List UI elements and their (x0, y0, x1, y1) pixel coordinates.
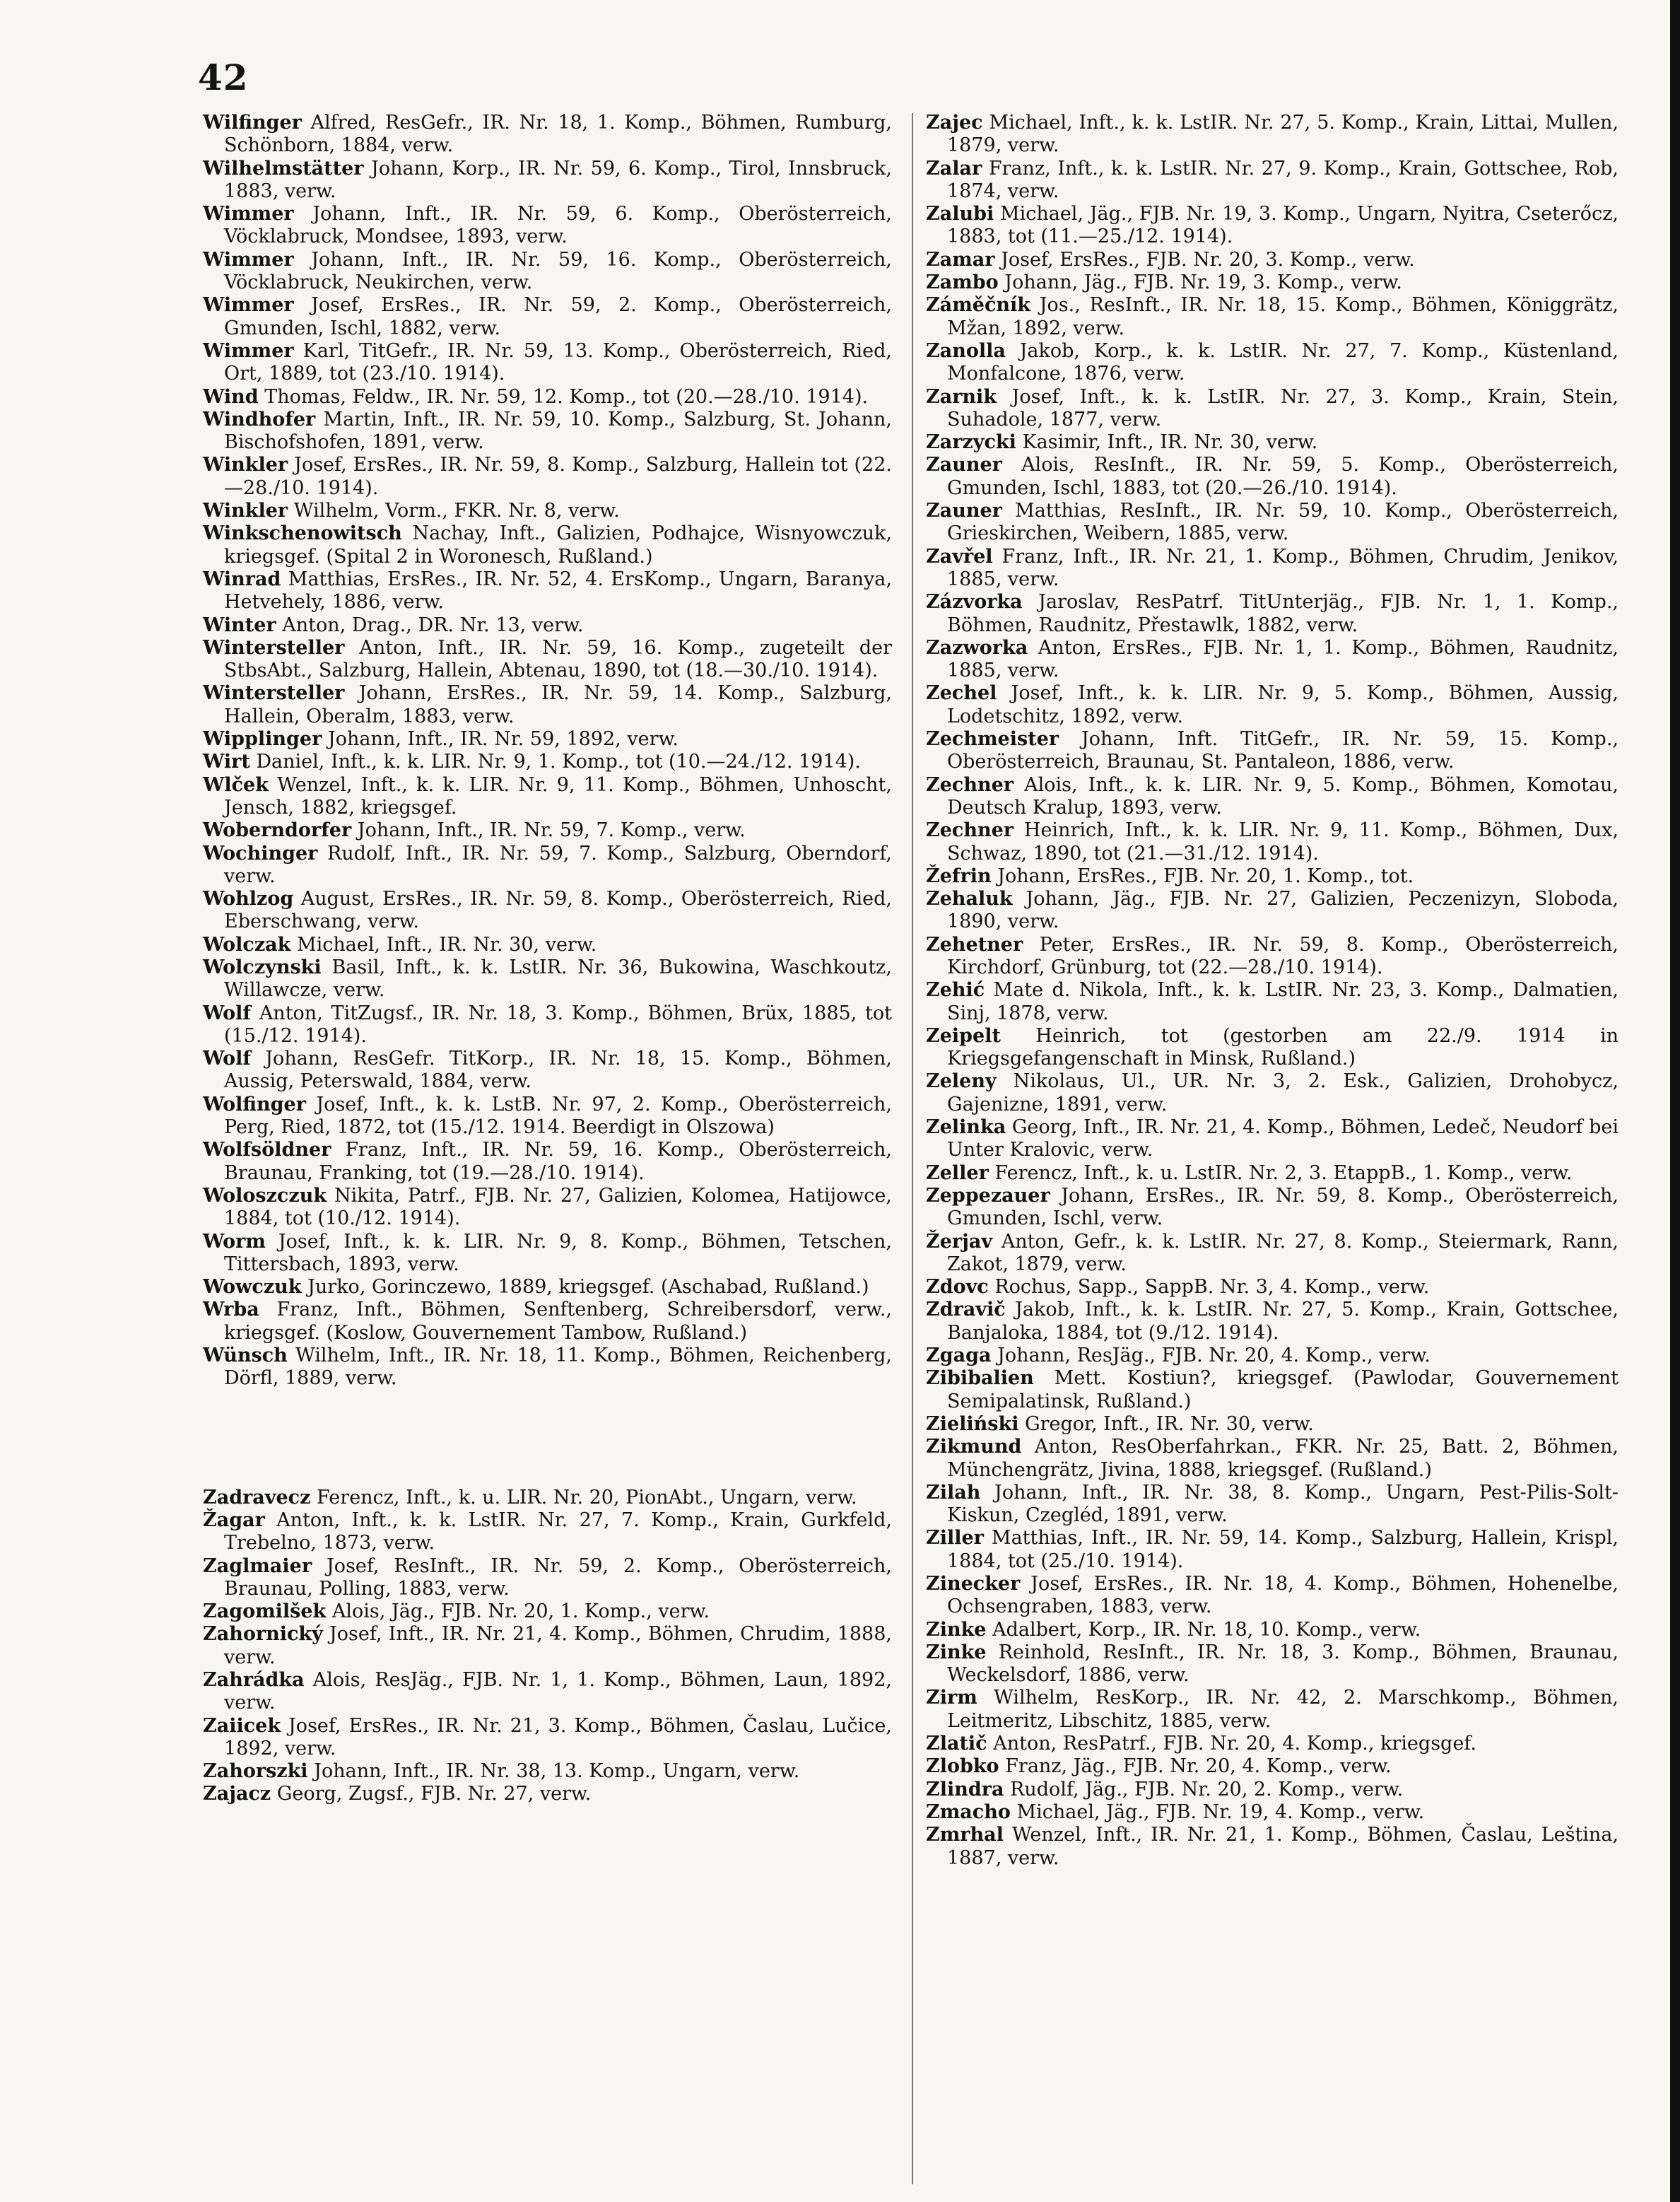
roster-entry (203, 934, 892, 956)
roster-entry (203, 522, 892, 568)
entry-surname: Wolf (203, 1002, 252, 1024)
entry-details: Matthias, ResInft., IR. Nr. 59, 10. Komp., Oberösterreich, Grieskirchen, Weibern, 1885, verw. (947, 500, 1619, 545)
roster-entry (203, 112, 892, 158)
entry-surname: Zahorszki (203, 1760, 308, 1783)
entry-details: Josef, ErsRes., IR. Nr. 59, 2. Komp., Oberösterreich, Gmunden, Ischl, 1882, verw. (224, 294, 892, 339)
roster-entry (203, 843, 892, 889)
entry-details: Franz, Inft., IR. Nr. 59, 16. Komp., Oberösterreich, Braunau, Franking, tot (19.—28./10. 1914). (224, 1139, 892, 1184)
entry-details: Karl, TitGefr., IR. Nr. 59, 13. Komp., Oberösterreich, Ried, Ort, 1889, tot (23./10. 1914). (224, 339, 893, 385)
roster-entry (926, 1276, 1619, 1299)
roster-entry (203, 249, 892, 295)
roster-entry (926, 1573, 1619, 1619)
entry-surname: Zlobko (926, 1755, 999, 1778)
roster-entry (203, 774, 892, 820)
entry-details: Johann, Jäg., FJB. Nr. 19, 3. Komp., verw. (1004, 271, 1402, 294)
roster-entry (203, 1669, 892, 1715)
entry-surname: Zajec (926, 112, 983, 134)
roster-entry (926, 249, 1619, 271)
entry-surname: Zaiicek (203, 1714, 281, 1737)
entry-details: Wenzel, Inft., IR. Nr. 21, 1. Komp., Böhmen, Časlau, Leština, 1887, verw. (947, 1824, 1619, 1869)
entry-surname: Zauner (926, 454, 1002, 476)
roster-entry (926, 1116, 1619, 1162)
entry-surname: Zarzycki (926, 431, 1016, 454)
entry-surname: Žefrin (926, 865, 992, 887)
roster-entry (926, 271, 1619, 294)
entry-details: Alois, ResInft., IR. Nr. 59, 5. Komp., Oberösterreich, Gmunden, Ischl, 1883, tot (20.—26./10. 1914). (947, 454, 1619, 499)
entry-surname: Zinecker (926, 1573, 1021, 1595)
roster-entry (203, 1783, 892, 1805)
roster-entry (926, 1367, 1619, 1413)
entry-surname: Winter (203, 614, 276, 636)
entry-details: Franz, Inft., Böhmen, Senftenberg, Schreibersdorf, verw., kriegsgef. (Koslow, Gouvernement Tambow, Rußland.) (224, 1299, 892, 1344)
entry-details: Adalbert, Korp., IR. Nr. 18, 10. Komp., verw. (992, 1618, 1421, 1641)
entry-details: Johann, Inft., IR. Nr. 59, 16. Komp., Oberösterreich, Vöcklabruck, Neukirchen, verw. (224, 248, 892, 294)
roster-entry (926, 728, 1619, 774)
entry-details: Josef, Inft., k. k. LstIR. Nr. 27, 3. Komp., Krain, Stein, Suhadole, 1877, verw. (947, 385, 1619, 431)
entry-surname: Wirt (203, 751, 250, 773)
roster-entry (926, 1733, 1619, 1755)
entry-details: Johann, ErsRes., IR. Nr. 59, 14. Komp., Salzburg, Hallein, Oberalm, 1883, verw. (224, 682, 892, 727)
entry-details: Josef, ErsRes., FJB. Nr. 20, 3. Komp., verw. (1001, 248, 1415, 271)
entry-surname: Zmacho (926, 1800, 1011, 1823)
entry-details: Anton, Drag., DR. Nr. 13, verw. (282, 614, 584, 636)
roster-entry (926, 1231, 1619, 1277)
entry-surname: Ziller (926, 1527, 984, 1550)
roster-entry (926, 340, 1619, 386)
roster-entry (203, 1139, 892, 1185)
entry-details: Ferencz, Inft., k. u. LstIR. Nr. 2, 3. EtappB., 1. Komp., verw. (994, 1161, 1573, 1184)
roster-entry (926, 1413, 1619, 1436)
entry-surname: Zehetner (926, 933, 1023, 956)
entry-surname: Zazworka (926, 636, 1028, 659)
entry-details: Franz, Inft., IR. Nr. 21, 1. Komp., Böhmen, Chrudim, Jenikov, 1885, verw. (947, 545, 1619, 590)
roster-entry (203, 1555, 892, 1601)
entry-details: Rudolf, Inft., IR. Nr. 59, 7. Komp., Salzburg, Oberndorf, verw. (224, 842, 892, 887)
entry-surname: Zdravič (926, 1299, 1006, 1321)
roster-entry (926, 1025, 1619, 1071)
entry-surname: Zeppezauer (926, 1184, 1050, 1207)
entry-surname: Zambo (926, 271, 999, 294)
roster-entry (926, 1436, 1619, 1482)
entry-surname: Zázvorka (926, 591, 1023, 614)
entry-surname: Woloszczuk (203, 1184, 327, 1207)
entry-details: Nikita, Patrf., FJB. Nr. 27, Galizien, Kolomea, Hatijowce, 1884, tot (10./12. 1914). (224, 1184, 892, 1230)
roster-entry (203, 728, 892, 751)
entry-surname: Zieliński (926, 1412, 1019, 1435)
entry-surname: Zehaluk (926, 888, 1013, 910)
roster-entry (203, 1760, 892, 1783)
entry-details: Johann, Inft., IR. Nr. 59, 7. Komp., verw. (357, 819, 746, 842)
roster-entry (926, 1185, 1619, 1231)
entry-surname: Wowczuk (203, 1276, 302, 1299)
roster-entry (203, 500, 892, 522)
entry-surname: Zelinka (926, 1116, 1006, 1139)
entry-details: Reinhold, ResInft., IR. Nr. 18, 3. Komp., Böhmen, Braunau, Weckelsdorf, 1886, verw. (947, 1641, 1619, 1687)
entry-details: Michael, Jäg., FJB. Nr. 19, 3. Komp., Ungarn, Nyitra, Cseterőcz, 1883, tot (11.—25./12. 1914). (947, 203, 1619, 248)
entry-details: Franz, Inft., k. k. LstIR. Nr. 27, 9. Komp., Krain, Gottschee, Rob, 1874, verw. (947, 157, 1619, 202)
entry-details: Nachay, Inft., Galizien, Podhajce, Wisnyowczuk, kriegsgef. (Spital 2 in Woronesch, Rußland.) (224, 522, 893, 568)
entry-details: Heinrich, Inft., k. k. LIR. Nr. 9, 11. Komp., Böhmen, Dux, Schwaz, 1890, tot (21.—31./12. 1914). (947, 819, 1619, 865)
entry-details: Michael, Inft., IR. Nr. 30, verw. (296, 933, 597, 956)
entry-surname: Wolfinger (203, 1093, 306, 1115)
entry-details: Anton, TitZugsf., IR. Nr. 18, 3. Komp., Böhmen, Brüx, 1885, tot (15./12. 1914). (224, 1002, 892, 1047)
entry-details: Josef, ResInft., IR. Nr. 59, 2. Komp., Oberösterreich, Braunau, Polling, 1883, verw. (224, 1554, 892, 1600)
entry-details: Josef, ErsRes., IR. Nr. 18, 4. Komp., Böhmen, Hohenelbe, Ochsengraben, 1883, verw. (947, 1573, 1619, 1618)
entry-surname: Žagar (203, 1509, 265, 1531)
entry-surname: Zmrhal (926, 1824, 1004, 1846)
roster-entry (203, 1231, 892, 1277)
roster-entry (203, 454, 892, 500)
roster-entry (926, 1619, 1619, 1641)
entry-surname: Wimmer (203, 203, 294, 226)
entry-surname: Zlatič (926, 1733, 987, 1755)
entry-details: Anton, ResOberfahrkan., FKR. Nr. 25, Batt. 2, Böhmen, Münchengrätz, Jivina, 1888, kriegsgef. (Rußland.) (947, 1436, 1619, 1481)
entry-surname: Zagomilšek (203, 1600, 327, 1623)
entry-surname: Zeleny (926, 1070, 997, 1093)
roster-entry (203, 956, 892, 1002)
roster-entry (203, 1276, 892, 1299)
roster-entry (926, 500, 1619, 546)
roster-entry (203, 637, 892, 683)
roster-entry (203, 340, 892, 386)
entry-details: Johann, ErsRes., FJB. Nr. 20, 1. Komp., tot. (997, 865, 1414, 887)
roster-entry (926, 1162, 1619, 1185)
roster-entry (203, 294, 892, 340)
roster-entry (926, 934, 1619, 980)
roster-entry (203, 1345, 892, 1390)
entry-surname: Zibibalien (926, 1367, 1034, 1390)
roster-entry (203, 1509, 892, 1555)
entry-surname: Zechner (926, 773, 1014, 796)
roster-entry (926, 1527, 1619, 1573)
roster-entry (203, 682, 892, 728)
roster-entry (203, 1002, 892, 1048)
entry-details: Anton, ErsRes., FJB. Nr. 1, 1. Komp., Böhmen, Raudnitz, 1885, verw. (947, 636, 1619, 682)
entry-surname: Wolczynski (203, 956, 322, 978)
entry-details: Johann, Inft. TitGefr., IR. Nr. 59, 15. Komp., Oberösterreich, Braunau, St. Pantaleon, 1886, verw. (947, 728, 1619, 773)
entry-surname: Wohlzog (203, 888, 294, 910)
entry-details: Ferencz, Inft., k. u. LIR. Nr. 20, PionAbt., Ungarn, verw. (317, 1486, 857, 1509)
entry-details: Peter, ErsRes., IR. Nr. 59, 8. Komp., Oberösterreich, Kirchdorf, Grünburg, tot (22.—28./10. 1914). (947, 933, 1619, 978)
roster-entry (926, 158, 1619, 204)
entry-details: Jakob, Inft., k. k. LstIR. Nr. 27, 5. Komp., Krain, Gottschee, Banjaloka, 1884, tot (9./12. 1914). (947, 1299, 1619, 1344)
entry-surname: Wintersteller (203, 682, 345, 705)
entry-details: Michael, Inft., k. k. LstIR. Nr. 27, 5. Komp., Krain, Littai, Mullen, 1879, verw. (947, 112, 1619, 157)
roster-entry (926, 591, 1619, 637)
entry-details: Jos., ResInft., IR. Nr. 18, 15. Komp., Böhmen, Königgrätz, Mžan, 1892, verw. (947, 294, 1619, 339)
section-gap (203, 1390, 892, 1487)
roster-entry (203, 751, 892, 773)
entry-surname: Zehić (926, 979, 985, 1002)
entry-details: Johann, Inft., IR. Nr. 38, 8. Komp., Ungarn, Pest-Pilis-Solt-Kiskun, Czegléd, 1891, verw. (947, 1481, 1619, 1527)
entry-details: Alois, Inft., k. k. LIR. Nr. 9, 5. Komp., Böhmen, Komotau, Deutsch Kralup, 1893, verw. (947, 773, 1619, 819)
entry-details: Nikolaus, Ul., UR. Nr. 3, 2. Esk., Galizien, Drohobycz, Gajenizne, 1891, verw. (947, 1070, 1619, 1115)
entry-details: Johann, ResJäg., FJB. Nr. 20, 4. Komp., verw. (997, 1345, 1431, 1367)
entry-surname: Zikmund (926, 1436, 1022, 1458)
entry-details: Johann, Inft., IR. Nr. 59, 6. Komp., Oberösterreich, Vöcklabruck, Mondsee, 1893, verw. (224, 203, 892, 248)
entry-surname: Zirm (926, 1687, 977, 1709)
entry-details: Johann, Inft., IR. Nr. 38, 13. Komp., Ungarn, verw. (314, 1760, 800, 1783)
roster-entry (926, 1070, 1619, 1116)
roster-entry (926, 819, 1619, 865)
entry-surname: Zanolla (926, 339, 1006, 362)
entry-surname: Wimmer (203, 294, 294, 317)
roster-entry (203, 1299, 892, 1345)
entry-surname: Wilfinger (203, 112, 302, 134)
roster-entry (203, 203, 892, 249)
entry-surname: Zaglmaier (203, 1554, 312, 1577)
left-column (203, 112, 892, 1806)
entry-surname: Zeipelt (926, 1024, 1001, 1047)
entry-surname: Winkschenowitsch (203, 522, 402, 545)
entry-surname: Wilhelmstätter (203, 157, 364, 180)
entry-details: Josef, Inft., k. k. LIR. Nr. 9, 5. Komp., Böhmen, Aussig, Lodetschitz, 1892, verw. (947, 682, 1619, 727)
entry-surname: Zilah (926, 1481, 981, 1504)
roster-entry (203, 819, 892, 842)
entry-details: Matthias, ErsRes., IR. Nr. 52, 4. ErsKomp., Ungarn, Baranya, Hetvehely, 1886, verw. (224, 568, 892, 614)
entry-details: Johann, Korp., IR. Nr. 59, 6. Komp., Tirol, Innsbruck, 1883, verw. (224, 157, 892, 202)
entry-details: Anton, Gefr., k. k. LstIR. Nr. 27, 8. Komp., Steiermark, Rann, Zakot, 1879, verw. (947, 1230, 1619, 1275)
roster-entry (203, 1185, 892, 1231)
entry-surname: Winkler (203, 500, 288, 522)
entry-details: Jaroslav, ResPatrf. TitUnterjäg., FJB. Nr. 1, 1. Komp., Böhmen, Raudnitz, Přestawlk, 1882, verw. (947, 591, 1619, 636)
entry-surname: Woberndorfer (203, 819, 352, 842)
entry-details: Alois, Jäg., FJB. Nr. 20, 1. Komp., verw. (331, 1600, 710, 1623)
roster-entry (926, 888, 1619, 934)
entry-surname: Wolczak (203, 933, 291, 956)
entry-details: Wilhelm, Inft., IR. Nr. 18, 11. Komp., Böhmen, Reichenberg, Dörfl, 1889, verw. (224, 1345, 892, 1390)
entry-details: Anton, ResPatrf., FJB. Nr. 20, 4. Komp., kriegsgef. (993, 1733, 1476, 1755)
entry-surname: Wünsch (203, 1345, 288, 1367)
entry-details: Alfred, ResGefr., IR. Nr. 18, 1. Komp., Böhmen, Rumburg, Schönborn, 1884, verw. (224, 112, 892, 157)
roster-entry (926, 294, 1619, 340)
entry-details: Georg, Zugsf., FJB. Nr. 27, verw. (276, 1783, 592, 1805)
entry-surname: Winkler (203, 454, 288, 476)
roster-entry (926, 682, 1619, 728)
roster-entry (203, 1715, 892, 1761)
entry-details: Anton, Inft., k. k. LstIR. Nr. 27, 7. Komp., Krain, Gurkfeld, Trebelno, 1873, verw. (224, 1509, 892, 1554)
entry-details: Wenzel, Inft., k. k. LIR. Nr. 9, 11. Komp., Böhmen, Unhoscht, Jensch, 1882, kriegsgef. (224, 773, 892, 819)
entry-surname: Zlindra (926, 1778, 1004, 1800)
entry-surname: Zahornický (203, 1623, 323, 1646)
entry-surname: Záměčník (926, 294, 1030, 317)
entry-details: Mate d. Nikola, Inft., k. k. LstIR. Nr. 23, 3. Komp., Dalmatien, Sinj, 1878, verw. (947, 979, 1619, 1024)
roster-entry (203, 386, 892, 409)
entry-details: Matthias, Inft., IR. Nr. 59, 14. Komp., Salzburg, Hallein, Krispl, 1884, tot (25./10. 1914). (947, 1527, 1619, 1572)
entry-details: Gregor, Inft., IR. Nr. 30, verw. (1025, 1412, 1314, 1435)
entry-surname: Wimmer (203, 248, 294, 271)
roster-entry (926, 1801, 1619, 1824)
entry-details: Wilhelm, ResKorp., IR. Nr. 42, 2. Marschkomp., Böhmen, Leitmeritz, Libschitz, 1885, verw. (947, 1687, 1619, 1732)
entry-details: Johann, Inft., IR. Nr. 59, 1892, verw. (327, 728, 679, 751)
entry-surname: Zamar (926, 248, 995, 271)
roster-entry (926, 431, 1619, 454)
roster-entry (926, 1345, 1619, 1367)
roster-entry (926, 774, 1619, 820)
entry-surname: Zgaga (926, 1345, 992, 1367)
entry-details: Josef, Inft., IR. Nr. 21, 4. Komp., Böhmen, Chrudim, 1888, verw. (224, 1623, 892, 1668)
roster-entry (203, 568, 892, 614)
entry-surname: Zeller (926, 1161, 989, 1184)
entry-surname: Winrad (203, 568, 281, 590)
entry-surname: Wolf (203, 1048, 252, 1070)
entry-details: Michael, Jäg., FJB. Nr. 19, 4. Komp., verw. (1016, 1800, 1425, 1823)
entry-details: Johann, Jäg., FJB. Nr. 27, Galizien, Peczenizyn, Sloboda, 1890, verw. (947, 888, 1619, 933)
entry-details: Josef, Inft., k. k. LIR. Nr. 9, 8. Komp., Böhmen, Tetschen, Tittersbach, 1893, verw. (224, 1230, 892, 1275)
roster-entry (926, 546, 1619, 592)
entry-details: Jurko, Gorinczewo, 1889, kriegsgef. (Aschabad, Rußland.) (307, 1276, 869, 1299)
entry-surname: Wlček (203, 773, 269, 796)
entry-surname: Wipplinger (203, 728, 322, 751)
entry-details: Thomas, Feldw., IR. Nr. 59, 12. Komp., tot (20.—28./10. 1914). (264, 385, 869, 408)
entry-surname: Wolfsöldner (203, 1139, 331, 1161)
entry-surname: Zalar (926, 157, 982, 180)
roster-entry (203, 409, 892, 455)
entry-surname: Zajacz (203, 1783, 271, 1805)
entry-surname: Zarnik (926, 385, 997, 408)
entry-details: Georg, Inft., IR. Nr. 21, 4. Komp., Böhmen, Ledeč, Neudorf bei Unter Kralovic, verw. (947, 1116, 1619, 1161)
entry-surname: Zinke (926, 1618, 987, 1641)
entry-surname: Wimmer (203, 339, 294, 362)
column-divider (912, 113, 913, 2184)
entry-surname: Worm (203, 1230, 266, 1253)
entry-surname: Zauner (926, 500, 1002, 522)
entry-details: Franz, Jäg., FJB. Nr. 20, 4. Komp., verw. (1005, 1755, 1392, 1778)
roster-entry (926, 637, 1619, 683)
roster-entry (926, 454, 1619, 500)
entry-details: Wilhelm, Vorm., FKR. Nr. 8, verw. (293, 500, 620, 522)
entry-surname: Zadravecz (203, 1486, 311, 1509)
roster-entry (203, 888, 892, 934)
entry-surname: Zechner (926, 819, 1014, 842)
entry-surname: Zahrádka (203, 1669, 305, 1691)
roster-entry (926, 1755, 1619, 1778)
roster-entry (203, 1048, 892, 1094)
roster-entry (926, 386, 1619, 432)
entry-details: Anton, Inft., IR. Nr. 59, 16. Komp., zugeteilt der StbsAbt., Salzburg, Hallein, Abtenau, 1890, tot (18.—30./10. 1914). (224, 636, 892, 682)
entry-details: Daniel, Inft., k. k. LIR. Nr. 9, 1. Komp., tot (10.—24./12. 1914). (256, 751, 861, 773)
roster-entry (926, 979, 1619, 1025)
entry-surname: Wind (203, 385, 259, 408)
entry-surname: Žerjav (926, 1230, 993, 1253)
entry-surname: Zechel (926, 682, 997, 705)
entry-details: Kasimir, Inft., IR. Nr. 30, verw. (1022, 431, 1318, 454)
entry-surname: Zalubi (926, 203, 994, 226)
roster-entry (926, 865, 1619, 888)
entry-details: Josef, Inft., k. k. LstB. Nr. 97, 2. Komp., Oberösterreich, Perg, Ried, 1872, tot (15./12. 1914. Beerdigt in Olszowa) (224, 1093, 892, 1139)
entry-surname: Zdovc (926, 1276, 989, 1299)
entry-details: Johann, ErsRes., IR. Nr. 59, 8. Komp., Oberösterreich, Gmunden, Ischl, verw. (947, 1184, 1619, 1230)
entry-details: Martin, Inft., IR. Nr. 59, 10. Komp., Salzburg, St. Johann, Bischofshofen, 1891, verw. (224, 408, 892, 454)
roster-entry (926, 1687, 1619, 1733)
entry-surname: Windhofer (203, 408, 316, 431)
entry-details: Heinrich, tot (gestorben am 22./9. 1914 in Kriegsgefangenschaft in Minsk, Rußland.) (947, 1024, 1619, 1070)
entry-details: Josef, ErsRes., IR. Nr. 21, 3. Komp., Böhmen, Časlau, Lučice, 1892, verw. (224, 1714, 892, 1759)
entry-surname: Wintersteller (203, 636, 345, 659)
roster-entry (926, 203, 1619, 249)
entry-details: Rochus, Sapp., SappB. Nr. 3, 4. Komp., verw. (994, 1276, 1430, 1299)
roster-entry (203, 1623, 892, 1669)
entry-details: Mett. Kostiun?, kriegsgef. (Pawlodar, Gouvernement Semipalatinsk, Rußland.) (947, 1367, 1619, 1412)
entry-details: Josef, ErsRes., IR. Nr. 59, 8. Komp., Salzburg, Hallein tot (22.—28./10. 1914). (224, 454, 892, 499)
entry-details: August, ErsRes., IR. Nr. 59, 8. Komp., Oberösterreich, Ried, Eberschwang, verw. (224, 888, 892, 933)
entry-surname: Zechmeister (926, 728, 1059, 751)
entry-details: Johann, ResGefr. TitKorp., IR. Nr. 18, 15. Komp., Böhmen, Aussig, Peterswald, 1884, verw. (224, 1048, 892, 1093)
roster-entry (926, 1641, 1619, 1687)
entry-surname: Wochinger (203, 842, 318, 865)
roster-entry (203, 1094, 892, 1140)
roster-entry (926, 1779, 1619, 1801)
roster-entry (926, 1824, 1619, 1870)
roster-entry (203, 1487, 892, 1509)
entry-details: Alois, ResJäg., FJB. Nr. 1, 1. Komp., Böhmen, Laun, 1892, verw. (224, 1669, 892, 1714)
roster-entry (926, 1299, 1619, 1345)
entry-details: Jakob, Korp., k. k. LstIR. Nr. 27, 7. Komp., Küstenland, Monfalcone, 1876, verw. (947, 339, 1619, 385)
roster-entry (203, 1600, 892, 1623)
right-column (926, 112, 1619, 1870)
entry-surname: Zinke (926, 1641, 987, 1663)
roster-entry (926, 112, 1619, 158)
roster-entry (203, 158, 892, 204)
entry-surname: Zavřel (926, 545, 993, 568)
entry-surname: Wrba (203, 1299, 259, 1321)
page-number: 42 (198, 57, 249, 98)
entry-details: Rudolf, Jäg., FJB. Nr. 20, 2. Komp., verw. (1010, 1778, 1404, 1800)
roster-entry (926, 1482, 1619, 1528)
roster-entry (203, 614, 892, 637)
entry-details: Basil, Inft., k. k. LstIR. Nr. 36, Bukowina, Waschkoutz, Willawcze, verw. (224, 956, 892, 1002)
